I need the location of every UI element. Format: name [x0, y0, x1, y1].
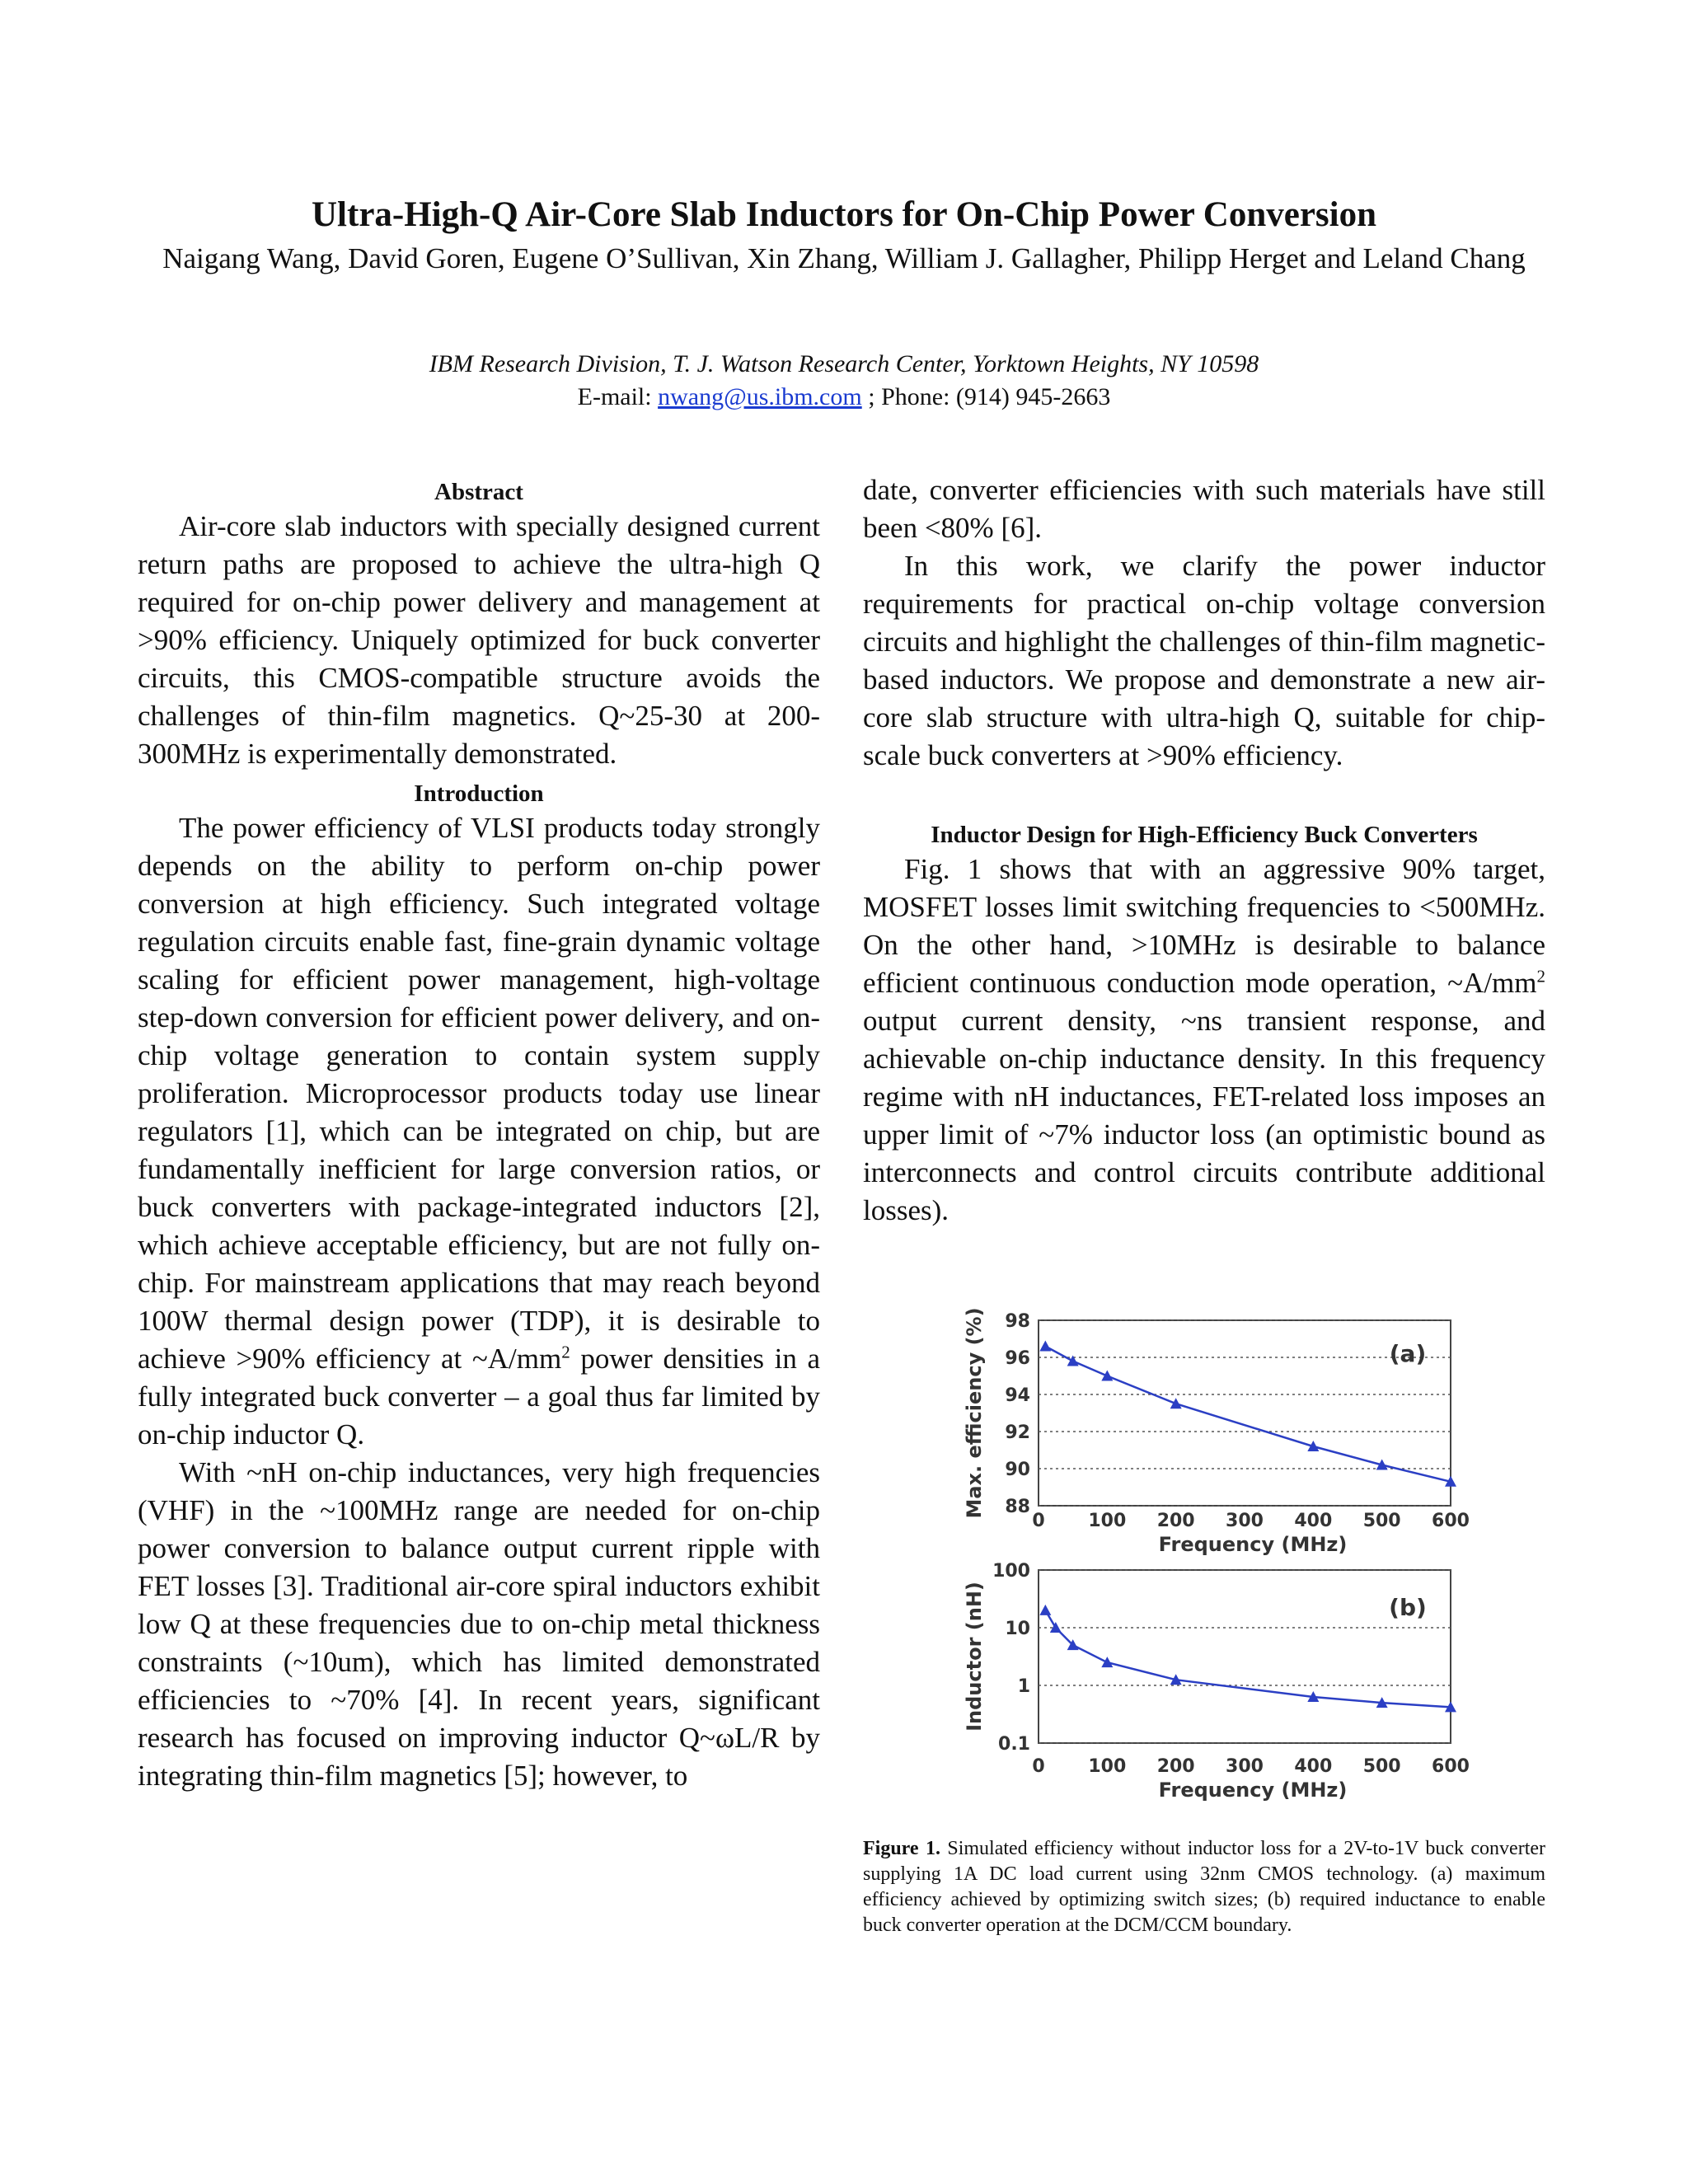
- chart-a-x-tick-label: 300: [1226, 1511, 1264, 1531]
- email-link[interactable]: nwang@us.ibm.com: [658, 383, 862, 410]
- chart-b-x-tick-label: 100: [1088, 1756, 1127, 1777]
- chart-a-x-tick-label: 200: [1156, 1511, 1195, 1531]
- intro-paragraph-3: date, converter efficiencies with such materials have still been <80% [6].: [863, 474, 1545, 544]
- chart-a-x-tick-label: 0: [1032, 1511, 1045, 1531]
- introduction-heading: Introduction: [414, 780, 544, 807]
- chart-b-y-tick-label: 1: [1017, 1676, 1030, 1697]
- chart-b-data-point: [1101, 1657, 1113, 1667]
- intro-paragraph-4: In this work, we clarify the power inductor requirements for practical on-chip voltage conversion circuits and highlight the challenges of thin-film magnetic-based inductors. We propose and demonstrate a new air-core slab structure with ultra-high Q, suitable for chip-scale buck converters at >90% efficiency.: [863, 550, 1545, 771]
- email-label: E-mail:: [577, 383, 652, 410]
- figure-1: [948, 1307, 1470, 1821]
- chart-b-x-tick-label: 300: [1226, 1756, 1264, 1777]
- chart-a-y-tick-label: 96: [1005, 1348, 1030, 1369]
- chart-a-x-tick-label: 500: [1362, 1511, 1401, 1531]
- paper-title: Ultra-High-Q Air-Core Slab Inductors for On-Chip Power Conversion: [312, 195, 1376, 234]
- chart-b-y-axis-label: Inductor (nH): [963, 1582, 986, 1732]
- figure-1-caption: Figure 1. Simulated efficiency without inductor loss for a 2V-to-1V buck converter supplying 1A DC load current using 32nm CMOS technology. (a) maximum efficiency achieved by optimizing switch sizes; (b) required inductance to enable buck converter operation at the DCM/CCM boundary.: [863, 1838, 1546, 1936]
- chart-b-x-axis-label: Frequency (MHz): [1158, 1779, 1348, 1802]
- chart-b-data-point: [1039, 1605, 1051, 1615]
- chart-a-y-tick-label: 90: [1005, 1460, 1030, 1480]
- chart-a-data-point: [1039, 1341, 1051, 1352]
- chart-b-y-tick-label: 100: [992, 1561, 1030, 1582]
- intro-paragraph-2: With ~nH on-chip inductances, very high frequencies (VHF) in the ~100MHz range are needed for on-chip power conversion to balance output current ripple with FET losses [3]. Traditional air-core spiral inductors exhibit low Q at these frequencies due to on-chip metal thickness constraints (~10um), which has limited demonstrated efficiencies to ~70% [4]. In recent years, significant research has focused on improving inductor Q~ωL/R by integrating thin-film magnetics [5]; however, to: [138, 1456, 820, 1792]
- contact-separator: ;: [868, 383, 875, 410]
- phone: Phone: (914) 945-2663: [881, 383, 1111, 410]
- chart-a-x-tick-label: 400: [1294, 1511, 1333, 1531]
- abstract-heading: Abstract: [434, 479, 523, 505]
- chart-a-y-tick-label: 94: [1005, 1385, 1030, 1406]
- left-column: [138, 476, 820, 1795]
- chart-a-y-tick-label: 92: [1005, 1422, 1030, 1443]
- chart-b-y-tick-label: 10: [1005, 1619, 1030, 1639]
- affiliation: IBM Research Division, T. J. Watson Research Center, Yorktown Heights, NY 10598: [429, 350, 1259, 377]
- chart-b-x-tick-label: 400: [1294, 1756, 1333, 1777]
- chart-b-x-tick-label: 500: [1362, 1756, 1401, 1777]
- design-paragraph-1: Fig. 1 shows that with an aggressive 90% target, MOSFET losses limit switching frequencies to <500MHz. On the other hand, >10MHz is desirable to balance efficient continuous conduction mode operation, $\sim A/mm^2$ output current density, ~ns transient response, and achievable on-chip inductance density. In this frequency regime with nH inductances, FET-related loss imposes an upper limit of ~7% inductor loss (an optimistic bound as interconnects and control circuits contribute additional losses).: [863, 853, 1545, 1226]
- figure-1-charts: [948, 1307, 1470, 1821]
- abstract-text: Air-core slab inductors with specially designed current return paths are proposed to achieve the ultra-high Q required for on-chip power delivery and management at >90% efficiency. Uniquely optimized for buck converter circuits, this CMOS-compatible structure avoids the challenges of thin-film magnetics. Q~25-30 at 200-300MHz is experimentally demonstrated.: [138, 510, 820, 770]
- design-heading: Inductor Design for High-Efficiency Buck Converters: [931, 822, 1478, 848]
- chart-b-x-tick-label: 200: [1156, 1756, 1195, 1777]
- chart-a-y-tick-label: 88: [1005, 1497, 1030, 1517]
- chart-a-y-tick-label: 98: [1005, 1311, 1030, 1332]
- chart-b-panel-label: (b): [1389, 1594, 1427, 1621]
- chart-a-data-point: [1170, 1398, 1182, 1408]
- chart-b-x-tick-label: 600: [1432, 1756, 1470, 1777]
- chart-a-panel-label: (a): [1389, 1340, 1427, 1367]
- chart-a-x-axis-label: Frequency (MHz): [1158, 1533, 1348, 1556]
- author-list: Naigang Wang, David Goren, Eugene O’Sullivan, Xin Zhang, William J. Gallagher, Philipp Herget and Leland Chang: [162, 242, 1526, 274]
- chart-a-y-axis-label: Max. efficiency (%): [963, 1307, 986, 1519]
- chart-a-x-tick-label: 600: [1432, 1511, 1470, 1531]
- right-column: [863, 471, 1545, 1230]
- intro-paragraph-1: The power efficiency of VLSI products today strongly depends on the ability to perform on-chip power conversion at high efficiency. Such integrated voltage regulation circuits enable fast, fine-grain dynamic voltage scaling for efficient power management, high-voltage step-down conversion for efficient power delivery, and on-chip voltage generation to contain system supply proliferation. Microprocessor products today use linear regulators [1], which can be integrated on chip, but are fundamentally inefficient for large conversion ratios, or buck converters with package-integrated inductors [2], which achieve acceptable efficiency, but are not fully on-chip. For mainstream applications that may reach beyond 100W thermal design power (TDP), it is desirable to achieve >90% efficiency at $\sim A/mm^2$ power densities in a fully integrated buck converter – a goal thus far limited by on-chip inductor Q.: [138, 812, 820, 1451]
- chart-a-data-point: [1101, 1371, 1113, 1381]
- chart-b-y-tick-label: 0.1: [998, 1734, 1030, 1755]
- chart-a-x-tick-label: 100: [1088, 1511, 1127, 1531]
- chart-b-x-tick-label: 0: [1032, 1756, 1045, 1777]
- contact-line: [0, 383, 1688, 411]
